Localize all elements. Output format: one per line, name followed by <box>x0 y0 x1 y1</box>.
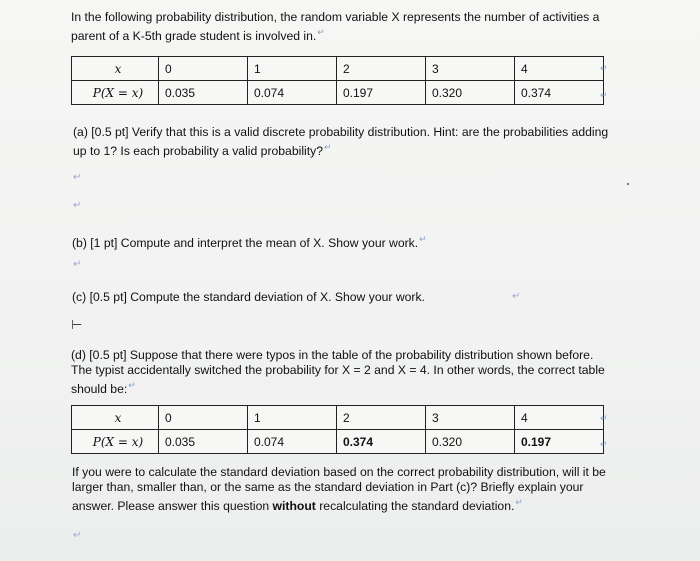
empty-paragraph-mark-icon: ↵ <box>73 259 82 270</box>
table-cell: 0.374 <box>515 81 604 105</box>
return-mark-icon: ↵ <box>128 380 136 390</box>
empty-paragraph-mark-icon: ↵ <box>73 172 82 183</box>
table-cell: 0.374 <box>337 430 426 454</box>
table-cell: 0.320 <box>426 81 515 105</box>
table-cell: 1 <box>248 406 337 430</box>
table-row-prob <box>72 430 604 454</box>
return-mark-icon: ↵ <box>515 497 523 507</box>
question-c-text: (c) [0.5 pt] Compute the standard deviation of X. Show your work. <box>72 290 425 304</box>
question-b-text: (b) [1 pt] Compute and interpret the mean of X. Show your work. <box>72 236 419 251</box>
final-question <box>72 465 612 514</box>
table-cell: 3 <box>426 406 515 430</box>
text-cursor-icon: ⊢ <box>71 317 83 332</box>
question-a <box>73 125 613 159</box>
table-cell: 1 <box>248 57 337 81</box>
empty-paragraph-mark-icon: ↵ <box>73 530 82 541</box>
table-cell: 0 <box>159 57 248 81</box>
empty-paragraph-mark-icon: ↵ <box>73 200 82 211</box>
table-row-x <box>72 57 604 81</box>
question-a-text: (a) [0.5 pt] Verify that this is a valid discrete probability distribution. Hint: are the probabilities adding up to 1? Is each probability a valid probability? <box>73 125 609 159</box>
final-question-emphasis: without <box>272 499 316 514</box>
table-header-prob: P(X = x) <box>72 81 159 105</box>
table-cell: 0.074 <box>248 81 337 105</box>
probability-table-original <box>71 56 604 105</box>
question-d-text: (d) [0.5 pt] Suppose that there were typos in the table of the probability distribution shown before. The typist accidentally switched the probability for X = 2 and X = 4. In other words, the correct table should be: <box>71 348 605 397</box>
return-mark-icon: ↵ <box>419 234 427 244</box>
table-row-prob <box>72 81 604 105</box>
intro-text <box>71 10 631 44</box>
row-end-mark-icon: ↵ <box>600 413 608 423</box>
row-end-mark-icon: ↵ <box>600 90 608 100</box>
row-end-mark-icon: ↵ <box>600 439 608 449</box>
question-d <box>71 348 611 397</box>
return-mark-icon: ↵ <box>324 142 332 152</box>
table-cell: 2 <box>337 57 426 81</box>
table-cell: 4 <box>515 406 604 430</box>
intro-sentence: In the following probability distribution, the random variable X represents the number of activities a parent of a K-5th grade student is involved in. <box>71 10 600 44</box>
table-cell: 0.197 <box>337 81 426 105</box>
table-header-x: x <box>72 57 159 81</box>
table-cell: 0 <box>159 406 248 430</box>
speck <box>627 183 629 185</box>
table-header-x: x <box>72 406 159 430</box>
table-row-x <box>72 406 604 430</box>
final-question-tail: recalculating the standard deviation. <box>315 499 515 514</box>
final-question-text: If you were to calculate the standard deviation based on the correct probability distribution, will it be larger than, smaller than, or the same as the standard deviation in Part (c)? Briefly explain your answer. Please answer this question <box>72 465 606 514</box>
table-cell: 0.035 <box>159 430 248 454</box>
table-cell: 4 <box>515 57 604 81</box>
row-end-mark-icon: ↵ <box>600 63 608 73</box>
table-cell: 0.074 <box>248 430 337 454</box>
return-mark-icon: ↵ <box>512 291 521 302</box>
table-cell: 0.320 <box>426 430 515 454</box>
probability-table-corrected <box>71 405 604 454</box>
table-cell: 3 <box>426 57 515 81</box>
return-mark-icon: ↵ <box>317 27 325 37</box>
table-cell: 2 <box>337 406 426 430</box>
table-cell: 0.197 <box>515 430 604 454</box>
table-cell: 0.035 <box>159 81 248 105</box>
table-header-prob: P(X = x) <box>72 430 159 454</box>
question-b <box>72 232 592 251</box>
